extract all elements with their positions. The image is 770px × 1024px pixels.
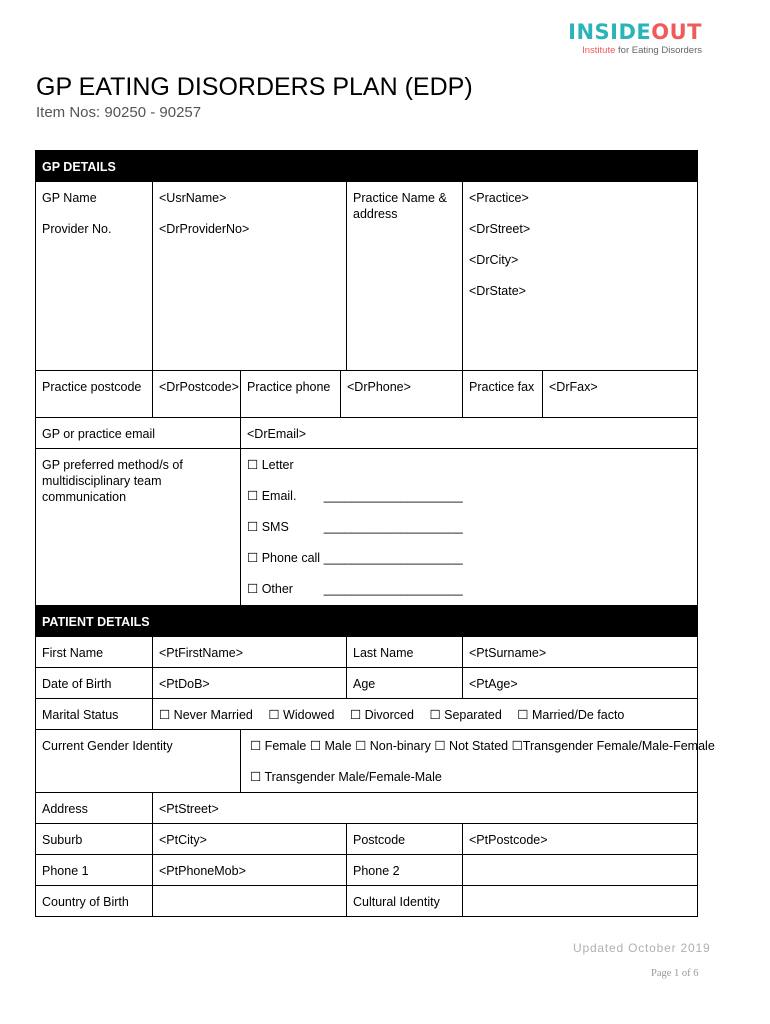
postcode-value[interactable]: <PtPostcode> [463, 824, 698, 855]
sms-blank-line[interactable]: ____________________ [323, 520, 463, 534]
comm-option-label: Letter [261, 458, 294, 472]
logo-tagline-institute: Institute [582, 45, 616, 56]
phone2-value[interactable] [463, 855, 698, 886]
communication-label: GP preferred method/s of multidisciplinary team communication [36, 449, 241, 606]
age-value[interactable]: <PtAge> [463, 668, 698, 699]
practice-postcode-label: Practice postcode [36, 371, 153, 418]
gp-name-label: GP Name [42, 191, 97, 205]
gp-name-value[interactable]: <UsrName> [159, 191, 227, 205]
communication-row [36, 449, 698, 606]
logo-part-out: OUT [651, 20, 702, 44]
age-label: Age [347, 668, 463, 699]
phone1-label: Phone 1 [36, 855, 153, 886]
postcode-label: Postcode [347, 824, 463, 855]
cultural-identity-value[interactable] [463, 886, 698, 917]
provider-no-label: Provider No. [42, 222, 112, 236]
practice-contact-row [36, 371, 698, 418]
country-value[interactable] [153, 886, 347, 917]
other-blank-line[interactable]: ____________________ [323, 582, 463, 596]
checkbox-icon[interactable]: ☐ [247, 458, 259, 472]
practice-fax-label: Practice fax [463, 371, 543, 418]
logo-wordmark [568, 20, 702, 44]
marital-separated[interactable]: ☐ Separated [429, 708, 502, 722]
updated-date: Updated October 2019 [573, 941, 711, 955]
insideout-logo [568, 20, 702, 57]
checkbox-icon[interactable]: ☐ [247, 489, 259, 503]
phone1-value[interactable]: <PtPhoneMob> [153, 855, 347, 886]
marital-status-label: Marital Status [36, 699, 153, 730]
checkbox-icon[interactable]: ☐ [247, 582, 259, 596]
suburb-label: Suburb [36, 824, 153, 855]
practice-city-value[interactable]: <DrCity> [469, 253, 519, 267]
item-numbers: Item Nos: 90250 - 90257 [36, 104, 202, 121]
last-name-value[interactable]: <PtSurname> [463, 637, 698, 668]
marital-status-options [153, 699, 698, 730]
cultural-identity-label: Cultural Identity [347, 886, 463, 917]
marital-widowed[interactable]: ☐ Widowed [268, 708, 335, 722]
email-row [36, 418, 698, 449]
address-value[interactable]: <PtStreet> [153, 793, 698, 824]
marital-never-married[interactable]: ☐ Never Married [159, 708, 253, 722]
practice-street-value[interactable]: <DrStreet> [469, 222, 531, 236]
phone-blank-line[interactable]: ____________________ [323, 551, 463, 565]
practice-phone-label: Practice phone [241, 371, 341, 418]
dob-label: Date of Birth [36, 668, 153, 699]
logo-tagline [568, 45, 702, 57]
phone2-label: Phone 2 [347, 855, 463, 886]
comm-option-email[interactable] [247, 488, 691, 519]
comm-option-other[interactable] [247, 581, 691, 597]
country-row [36, 886, 698, 917]
logo-tagline-rest: for Eating Disorders [618, 45, 702, 56]
gp-name-row [36, 182, 698, 371]
gp-details-header [36, 151, 698, 182]
country-label: Country of Birth [36, 886, 153, 917]
page-number: Page 1 of 6 [651, 968, 699, 979]
gp-details-heading: GP DETAILS [36, 151, 698, 182]
phone-row [36, 855, 698, 886]
dob-value[interactable]: <PtDoB> [153, 668, 347, 699]
practice-postcode-value[interactable]: <DrPostcode> [153, 371, 241, 418]
practice-name-value[interactable]: <Practice> [469, 191, 529, 205]
email-blank-line[interactable]: ____________________ [323, 489, 463, 503]
address-label: Address [36, 793, 153, 824]
gp-name-provider-labels [36, 182, 153, 371]
marital-divorced[interactable]: ☐ Divorced [349, 708, 414, 722]
comm-option-label: Phone call [261, 551, 321, 565]
last-name-label: Last Name [347, 637, 463, 668]
gender-options-line1[interactable]: ☐ Female ☐ Male ☐ Non-binary ☐ Not Stated ☐Transgender Female/Male-Female [250, 739, 715, 753]
patient-dob-row [36, 668, 698, 699]
logo-part-inside: INSIDE [568, 20, 652, 44]
marital-status-row [36, 699, 698, 730]
suburb-value[interactable]: <PtCity> [153, 824, 347, 855]
email-value[interactable]: <DrEmail> [241, 418, 698, 449]
checkbox-icon[interactable]: ☐ [247, 520, 259, 534]
provider-no-value[interactable]: <DrProviderNo> [159, 222, 250, 236]
gender-options-line2[interactable]: ☐ Transgender Male/Female-Male [250, 770, 442, 784]
gender-identity-row [36, 730, 698, 793]
comm-option-label: SMS [261, 520, 289, 534]
first-name-label: First Name [36, 637, 153, 668]
gender-identity-label: Current Gender Identity [36, 730, 241, 793]
email-label: GP or practice email [36, 418, 241, 449]
practice-state-value[interactable]: <DrState> [469, 284, 526, 298]
practice-phone-value[interactable]: <DrPhone> [341, 371, 463, 418]
comm-option-phone[interactable] [247, 550, 691, 581]
comm-option-label: Other [261, 582, 293, 596]
gender-identity-options[interactable] [241, 730, 715, 793]
patient-details-heading: PATIENT DETAILS [36, 606, 698, 637]
practice-address-value[interactable] [463, 182, 698, 371]
patient-details-header [36, 606, 698, 637]
practice-fax-value[interactable]: <DrFax> [543, 371, 698, 418]
practice-name-label: Practice Name & address [347, 182, 463, 371]
edp-form-table [35, 150, 715, 917]
gp-name-provider-values[interactable] [153, 182, 347, 371]
marital-married[interactable]: ☐ Married/De facto [517, 708, 625, 722]
patient-name-row [36, 637, 698, 668]
comm-option-label: Email. [261, 489, 297, 503]
comm-option-letter[interactable] [247, 457, 691, 488]
page-title: GP EATING DISORDERS PLAN (EDP) [36, 73, 473, 101]
communication-options [241, 449, 698, 606]
first-name-value[interactable]: <PtFirstName> [153, 637, 347, 668]
suburb-row [36, 824, 698, 855]
checkbox-icon[interactable]: ☐ [247, 551, 259, 565]
address-row [36, 793, 698, 824]
comm-option-sms[interactable] [247, 519, 691, 550]
